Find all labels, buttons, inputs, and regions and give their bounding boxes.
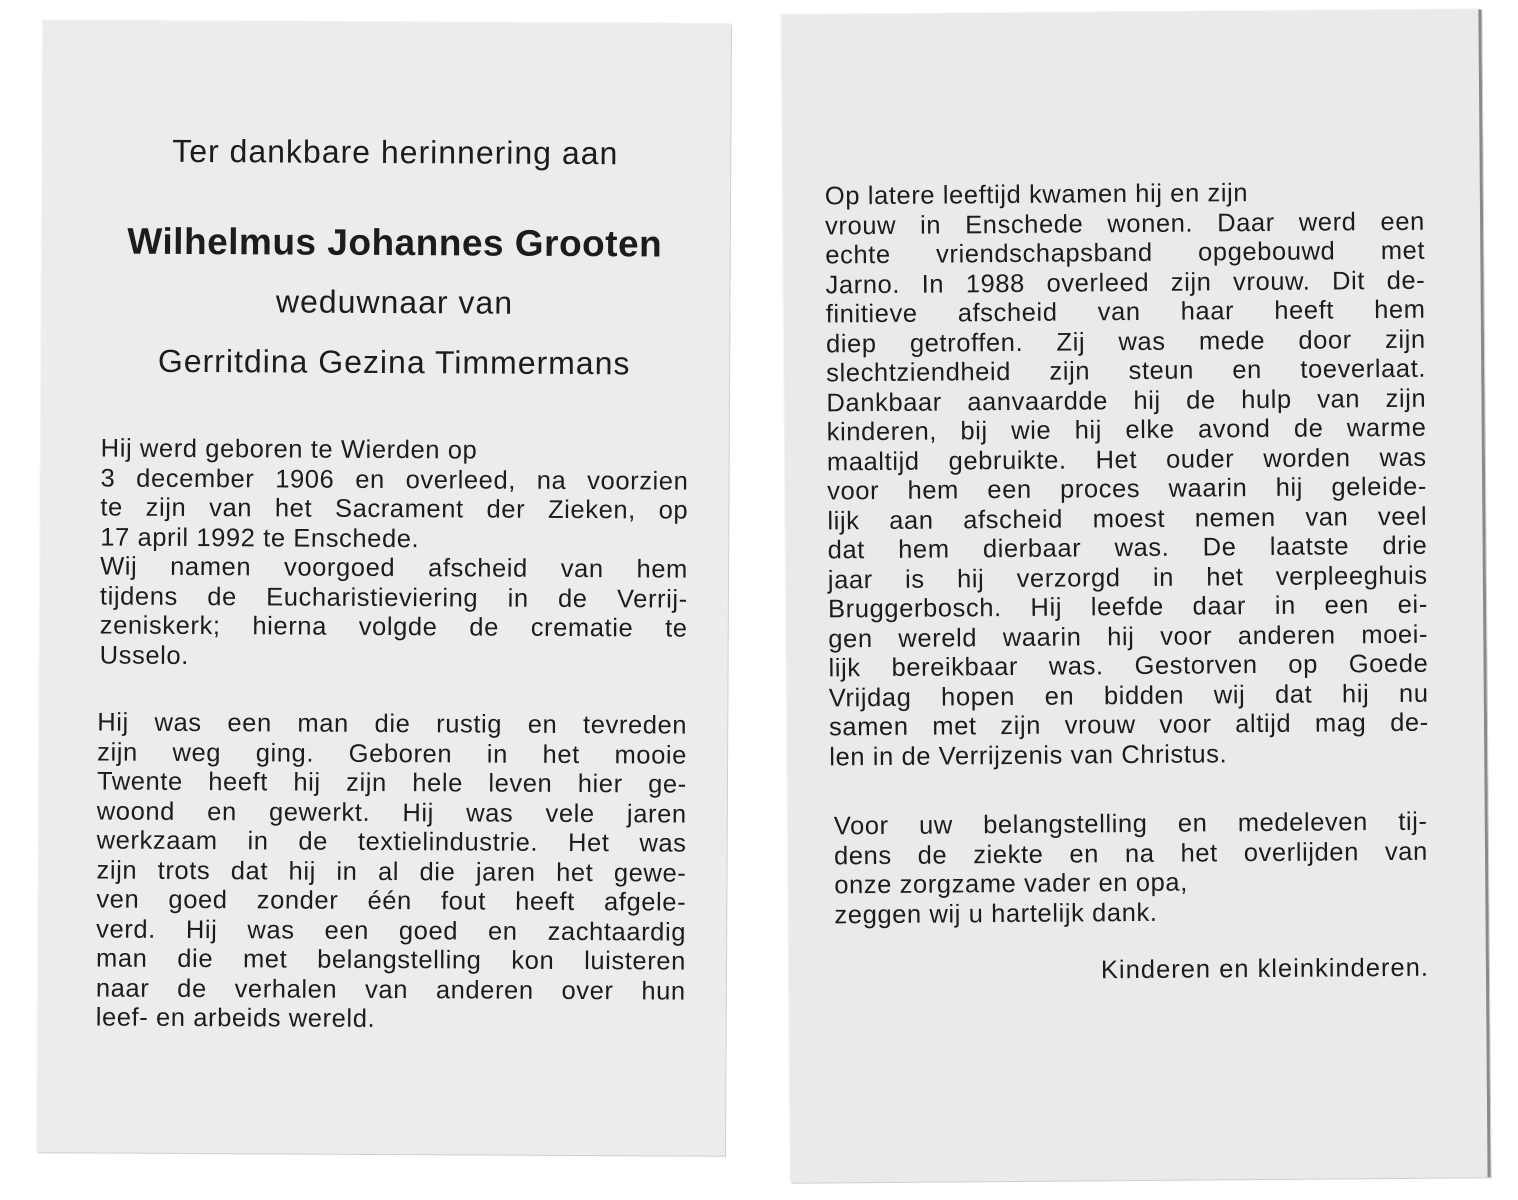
- text-line: len in de Verrijzenis van Christus.: [829, 739, 1228, 771]
- text-line: jaar is hij verzorgd in het verpleeghuis: [827, 561, 1428, 594]
- text-line: Bruggerbosch. Hij leefde daar in een ei-: [827, 590, 1428, 624]
- text-line: leef- en arbeids wereld.: [95, 1003, 376, 1033]
- text-line: dens de ziekte en na het overlijden van: [833, 837, 1428, 870]
- text-line: zeniskerk; hierna volgde de crematie te: [99, 611, 688, 643]
- text-line: Usselo.: [99, 641, 189, 670]
- text-line: dat hem dierbaar was. De laatste drie: [827, 531, 1428, 565]
- text-line: naar de verhalen van anderen over hun: [95, 973, 686, 1006]
- text-line: kinderen, bij wie hij elke avond de warme: [826, 413, 1427, 447]
- widow-of-line: weduwnaar van: [275, 283, 514, 321]
- text-line: lijk bereikbaar was. Gestorven op Goede: [828, 649, 1429, 683]
- text-line: woond en gewerkt. Hij was vele jaren: [96, 796, 687, 829]
- text-line: onze zorgzame vader en opa,: [834, 868, 1188, 900]
- text-line: ven goed zonder één fout heeft afgele-: [96, 885, 687, 917]
- text-line: samen met zijn vrouw voor altijd mag de-: [828, 708, 1429, 742]
- text-line: werkzaam in de textielindustrie. Het was: [96, 826, 687, 858]
- life-paragraph: [96, 709, 688, 1037]
- thanks-paragraph: [834, 808, 1429, 931]
- text-line: zijn trots dat hij in al die jaren het gewe-: [96, 855, 687, 888]
- text-line: zijn weg ging. Geboren in het mooie: [97, 738, 688, 770]
- text-line: Hij was een man die rustig en tevreden: [97, 708, 688, 740]
- text-line: finitieve afscheid van haar heeft hem: [825, 295, 1426, 329]
- text-line: Wij namen voorgoed afscheid van hem: [100, 552, 689, 584]
- text-line: 17 april 1992 te Enschede.: [100, 523, 420, 553]
- memorial-card-right: [781, 9, 1490, 1182]
- text-line: Dankbaar aanvaardde hij de hulp van zijn: [826, 384, 1427, 417]
- text-line: Hij werd geboren te Wierden op: [100, 434, 478, 465]
- text-line: verd. Hij was een goed en zachtaardig: [96, 914, 687, 947]
- memorial-card-left: [37, 20, 731, 1156]
- text-line: slechtziendheid zijn steun en toeverlaat.: [826, 354, 1427, 388]
- text-line: 3 december 1906 en overleed, na voorzien: [100, 464, 689, 496]
- text-line: gen wereld waarin hij voor anderen moei-: [828, 620, 1429, 653]
- text-line: Vrijdag hopen en bidden wij dat hij nu: [828, 679, 1429, 712]
- text-line: voor hem een proces waarin hij geleide-: [827, 472, 1428, 506]
- text-line: Jarno. In 1988 overleed zijn vrouw. Dit de-: [825, 266, 1426, 299]
- intro-line: Ter dankbare herinnering aan: [172, 132, 619, 172]
- text-line: echte vriendschapsband opgebouwd met: [825, 236, 1426, 270]
- text-line: Voor uw belangstelling en medeleven tij-: [833, 807, 1428, 841]
- text-line: Twente heeft hij zijn hele leven hier ge-: [96, 767, 687, 799]
- text-line: maaltijd gebruikte. Het ouder worden was: [826, 443, 1427, 476]
- text-line: diep getroffen. Zij was mede door zijn: [825, 325, 1426, 358]
- spouse-name: Gerritdina Gezina Timmermans: [157, 342, 631, 382]
- text-line: vrouw in Enschede wonen. Daar werd een: [824, 207, 1425, 240]
- birth-death-paragraph: [100, 435, 689, 674]
- text-line: Op latere leeftijd kwamen hij en zijn: [824, 179, 1249, 211]
- later-life-paragraph: [825, 178, 1430, 773]
- text-line: lijk aan afscheid moest nemen van veel: [827, 502, 1428, 535]
- text-line: tijdens de Eucharistieviering in de Verrij-: [99, 582, 688, 614]
- text-line: zeggen wij u hartelijk dank.: [834, 898, 1158, 929]
- text-line: man die met belangstelling kon luisteren: [95, 944, 686, 976]
- signature-line: Kinderen en kleinkinderen.: [1100, 953, 1430, 985]
- text-line: te zijn van het Sacrament der Zieken, op: [100, 493, 689, 525]
- deceased-name: Wilhelmus Johannes Grooten: [127, 220, 663, 265]
- card-edge-shadow: [1478, 9, 1490, 1177]
